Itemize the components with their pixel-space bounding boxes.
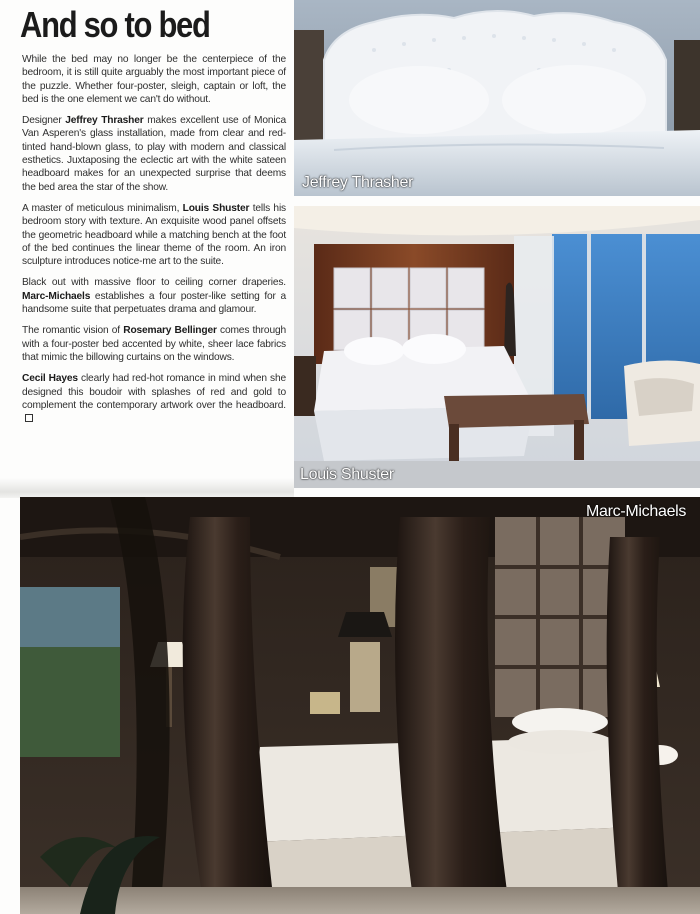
hayes-paragraph [22, 372, 286, 425]
page-title: And so to bed [20, 4, 210, 45]
photo-caption: Jeffrey Thrasher [302, 174, 414, 191]
marc-michaels-paragraph [22, 276, 286, 316]
paragraph-text: makes excellent use of Monica Van Asperen's glass installation, made from clear and red-tinted hand-blown glass, to play with modern and classical esthetics. Juxtaposing the eclectic art with the white sateen headboard makes for an unexpected surprise that deems the bed area the star of the show. [22, 115, 286, 193]
photo-caption: Louis Shuster [300, 466, 394, 483]
bedroom-photo-image [294, 0, 700, 196]
end-mark-icon [25, 414, 33, 422]
paragraph-lead: Black out with massive floor to ceiling corner draperies. [22, 277, 286, 289]
shuster-paragraph [22, 202, 286, 268]
designer-name: Louis Shuster [182, 202, 250, 214]
designer-name: Jeffrey Thrasher [65, 115, 144, 127]
paragraph-lead: The romantic vision of [22, 325, 124, 337]
paragraph-text: tells his bedroom story with texture. An exquisite wood panel offsets the geometric headboard while a matching bench at the foot of the bed continues the linear theme of the room. An iron sculpture introduces notice-me art to the suite. [22, 202, 286, 268]
designer-name: Rosemary Bellinger [123, 325, 217, 337]
paragraph-lead: Designer [22, 115, 66, 127]
designer-name: Marc-Michaels [22, 290, 91, 302]
bedroom-photo-image [20, 497, 700, 914]
paragraph-text: clearly had red-hot romance in mind when she designed this boudoir with splashes of red and gold to complement the contemporary artwork over the headboard. [22, 373, 286, 411]
paragraph-text: While the bed may no longer be the centerpiece of the bedroom, it is still quite arguably the most important piece of the puzzle. Whether four-poster, sleigh, captain or loft, the bed is the one element we can't do without. [22, 54, 286, 105]
paragraph-text: establishes a four poster-like setting for a handsome suite that perpetuates drama and glamour. [22, 290, 286, 316]
bellinger-paragraph [22, 324, 286, 364]
article-body [22, 53, 286, 433]
photo-marc-michaels [20, 497, 700, 914]
paragraph-text: comes through with a four-poster bed accented by white, sheer lace fabrics that mimic the billowing curtains on the windows. [22, 325, 286, 363]
photo-caption: Marc-Michaels [586, 503, 687, 520]
designer-name: Cecil Hayes [22, 373, 78, 385]
photo-louis-shuster [294, 206, 700, 488]
thrasher-paragraph [22, 114, 286, 194]
photo-jeffrey-thrasher [294, 0, 700, 196]
paragraph-lead: A master of meticulous minimalism, [22, 202, 183, 214]
intro-paragraph [22, 53, 286, 106]
decorative-texture [0, 478, 294, 498]
bedroom-photo-image [294, 206, 700, 488]
